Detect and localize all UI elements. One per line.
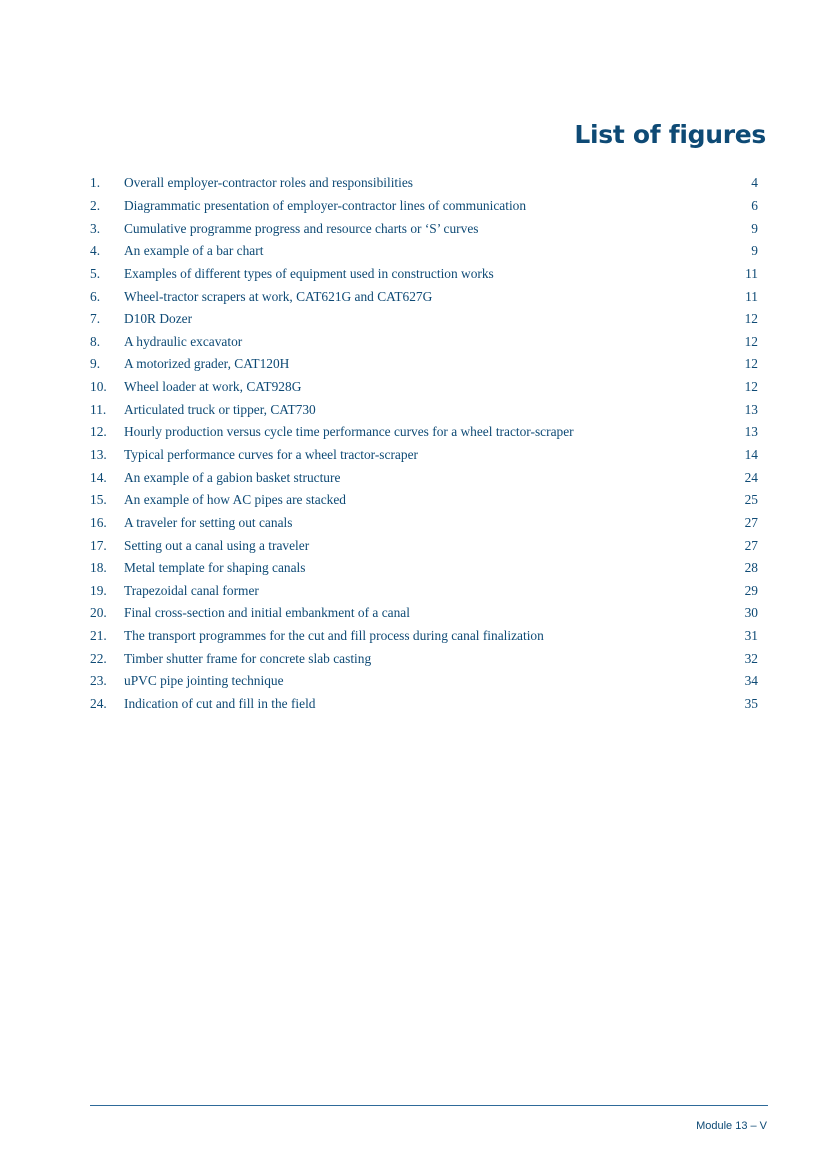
figure-list-item[interactable] xyxy=(90,330,758,353)
figure-title: Hourly production versus cycle time performance curves for a wheel tractor-scraper xyxy=(124,424,574,440)
figure-title: An example of a gabion basket structure xyxy=(124,469,341,485)
figure-list-item[interactable] xyxy=(90,195,758,218)
figure-list-item[interactable] xyxy=(90,263,758,286)
figure-number: 9. xyxy=(90,356,101,372)
figure-number: 10. xyxy=(90,379,107,395)
figure-title: Timber shutter frame for concrete slab casting xyxy=(124,650,372,666)
figure-title: Cumulative programme progress and resource charts or ‘S’ curves xyxy=(124,220,479,236)
figure-number: 3. xyxy=(90,220,101,236)
figure-number: 22. xyxy=(90,650,107,666)
figure-number: 23. xyxy=(90,673,107,689)
figure-list-item[interactable] xyxy=(90,647,758,670)
figure-title: Wheel-tractor scrapers at work, CAT621G and CAT627G xyxy=(124,288,433,304)
figure-number: 8. xyxy=(90,333,101,349)
figure-title: The transport programmes for the cut and fill process during canal finalization xyxy=(124,628,544,644)
figure-page-number: 24 xyxy=(744,469,758,485)
figure-list-item[interactable] xyxy=(90,693,758,716)
figure-list-item[interactable] xyxy=(90,512,758,535)
figure-page-number: 12 xyxy=(744,311,758,327)
figure-list-item[interactable] xyxy=(90,376,758,399)
figure-page-number: 12 xyxy=(744,356,758,372)
page-title: List of figures xyxy=(574,120,766,149)
figure-number: 4. xyxy=(90,243,101,259)
figure-number: 14. xyxy=(90,469,107,485)
figure-title: Metal template for shaping canals xyxy=(124,560,306,576)
figure-page-number: 31 xyxy=(744,628,758,644)
figure-page-number: 30 xyxy=(744,605,758,621)
figure-list-item[interactable] xyxy=(90,308,758,331)
figure-title: Setting out a canal using a traveler xyxy=(124,537,310,553)
figure-page-number: 27 xyxy=(744,514,758,530)
figure-list-item[interactable] xyxy=(90,172,758,195)
figure-number: 12. xyxy=(90,424,107,440)
figure-title: Trapezoidal canal former xyxy=(124,582,259,598)
figure-list-item[interactable] xyxy=(90,534,758,557)
figure-number: 6. xyxy=(90,288,101,304)
figure-list-item[interactable] xyxy=(90,285,758,308)
figure-list xyxy=(90,172,758,715)
figure-list-item[interactable] xyxy=(90,398,758,421)
figure-page-number: 6 xyxy=(751,197,758,213)
figure-page-number: 11 xyxy=(745,265,758,281)
figure-page-number: 9 xyxy=(751,220,758,236)
figure-title: A traveler for setting out canals xyxy=(124,514,293,530)
figure-list-item[interactable] xyxy=(90,444,758,467)
figure-number: 13. xyxy=(90,447,107,462)
figure-list-item[interactable] xyxy=(90,421,758,444)
figure-title: Indication of cut and fill in the field xyxy=(124,696,316,712)
figure-list-item[interactable] xyxy=(90,602,758,625)
figure-page-number: 11 xyxy=(745,288,758,304)
figure-page-number: 34 xyxy=(744,673,758,689)
figure-page-number: 35 xyxy=(744,696,758,712)
figure-page-number: 4 xyxy=(751,175,758,191)
figure-page-number: 28 xyxy=(744,560,758,576)
figure-title: Articulated truck or tipper, CAT730 xyxy=(124,401,316,417)
figure-page-number: 12 xyxy=(744,379,758,395)
figure-page-number: 14 xyxy=(744,447,758,462)
figure-title: A motorized grader, CAT120H xyxy=(124,356,290,372)
figure-page-number: 13 xyxy=(744,424,758,440)
figure-title: A hydraulic excavator xyxy=(124,333,243,349)
figure-list-item[interactable] xyxy=(90,466,758,489)
figure-title: Examples of different types of equipment used in construction works xyxy=(124,265,494,281)
figure-number: 18. xyxy=(90,560,107,576)
figure-number: 17. xyxy=(90,537,107,553)
figure-number: 15. xyxy=(90,492,107,508)
figure-number: 24. xyxy=(90,696,107,712)
figure-list-item[interactable] xyxy=(90,489,758,512)
figure-page-number: 32 xyxy=(744,650,758,666)
figure-number: 11. xyxy=(90,401,107,417)
figure-title: Wheel loader at work, CAT928G xyxy=(124,379,302,395)
figure-title: An example of how AC pipes are stacked xyxy=(124,492,346,508)
figure-page-number: 12 xyxy=(744,333,758,349)
figure-page-number: 13 xyxy=(744,401,758,417)
figure-page-number: 9 xyxy=(751,243,758,259)
figure-number: 2. xyxy=(90,197,101,213)
figure-number: 21. xyxy=(90,628,107,644)
footer-divider xyxy=(90,1105,768,1106)
figure-number: 7. xyxy=(90,311,101,327)
figure-title: Final cross-section and initial embankment of a canal xyxy=(124,605,410,621)
figure-list-item[interactable] xyxy=(90,625,758,648)
figure-page-number: 25 xyxy=(744,492,758,508)
figure-number: 19. xyxy=(90,582,107,598)
figure-list-item[interactable] xyxy=(90,670,758,693)
figure-list-item[interactable] xyxy=(90,240,758,263)
figure-list-item[interactable] xyxy=(90,580,758,603)
figure-list-item[interactable] xyxy=(90,557,758,580)
figure-page-number: 27 xyxy=(744,537,758,553)
figure-title: Typical performance curves for a wheel tractor-scraper xyxy=(124,447,418,462)
figure-title: uPVC pipe jointing technique xyxy=(124,673,284,689)
figure-list-item[interactable] xyxy=(90,353,758,376)
figure-title: An example of a bar chart xyxy=(124,243,264,259)
figure-number: 20. xyxy=(90,605,107,621)
figure-title: D10R Dozer xyxy=(124,311,193,327)
figure-list-item[interactable] xyxy=(90,217,758,240)
figure-number: 1. xyxy=(90,175,101,191)
figure-number: 16. xyxy=(90,514,107,530)
figure-title: Diagrammatic presentation of employer-contractor lines of communication xyxy=(124,197,527,213)
footer-module-label: Module 13 – V xyxy=(696,1120,767,1132)
figure-page-number: 29 xyxy=(744,582,758,598)
figure-title: Overall employer-contractor roles and responsibilities xyxy=(124,175,414,191)
figure-number: 5. xyxy=(90,265,101,281)
